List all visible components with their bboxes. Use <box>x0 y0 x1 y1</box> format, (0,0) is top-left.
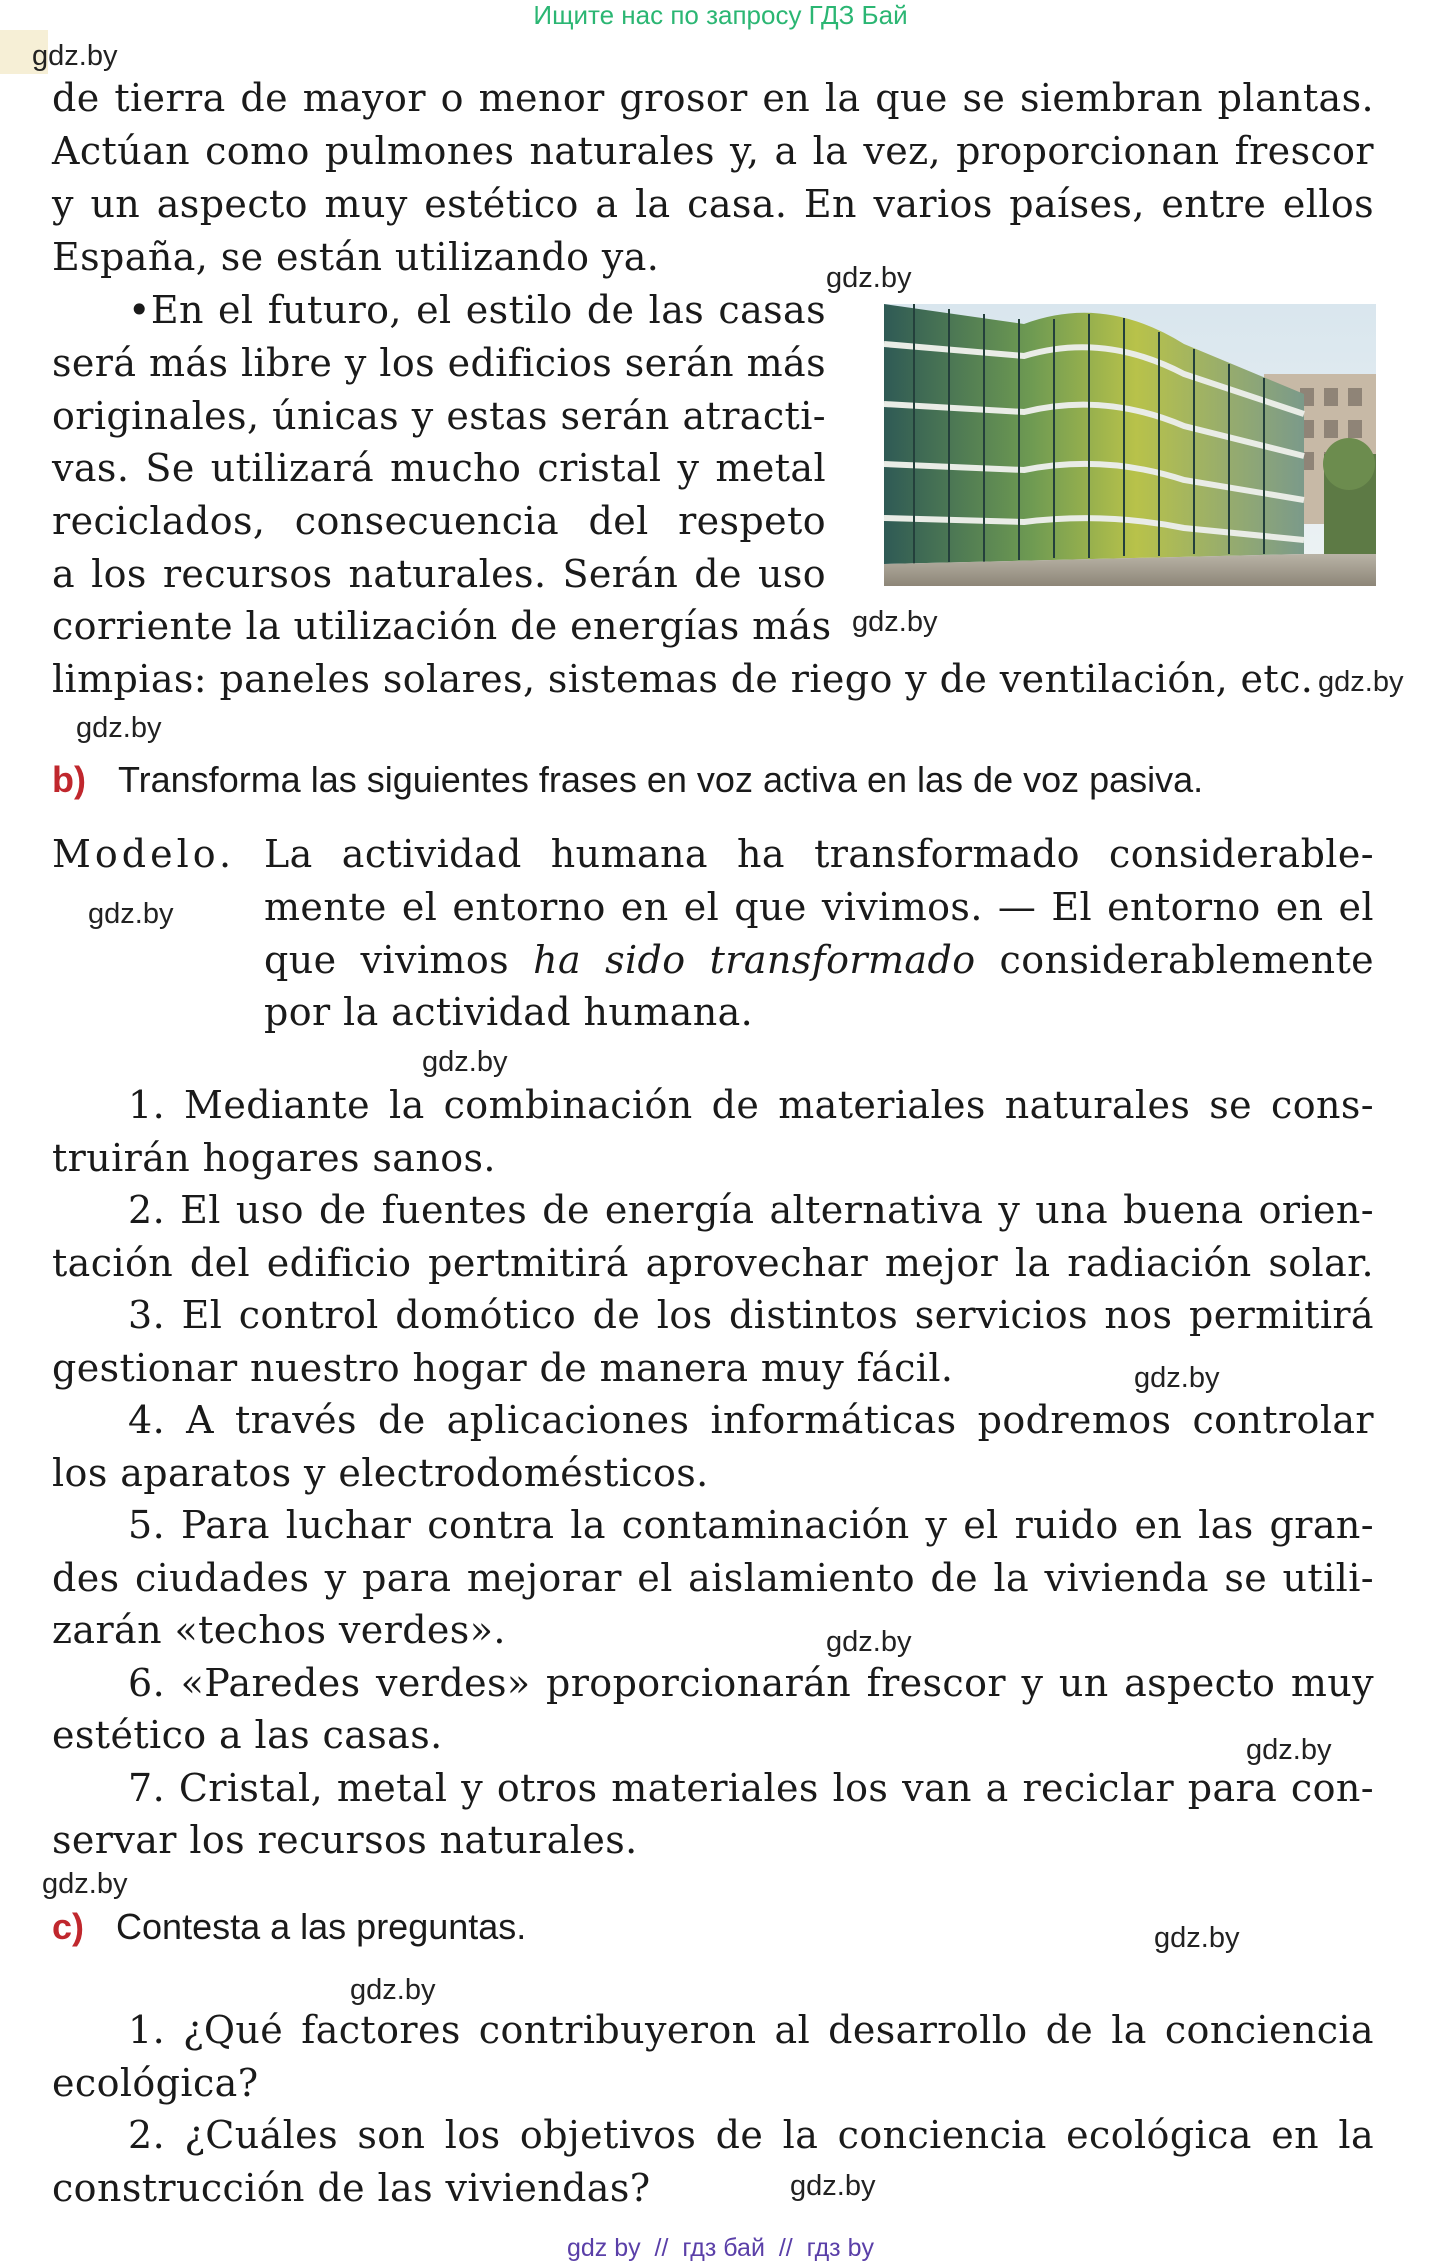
modelo-label: Modelo. <box>52 832 236 876</box>
sentence-line: 2. El uso de fuentes de energía alternativa y una buena orien- <box>128 1188 1374 1232</box>
intro-line: de tierra de mayor o menor grosor en la que se siembran plantas. <box>52 76 1374 120</box>
question-line: construcción de las viviendas? <box>52 2166 651 2210</box>
watermark: gdz.by <box>1134 1362 1220 1394</box>
task-b <box>52 759 1203 801</box>
future-line: limpias: paneles solares, sistemas de riego y de ventilación, etc. <box>52 657 1314 701</box>
watermark: gdz.by <box>1318 666 1404 698</box>
intro-line: y un aspecto muy estético a la casa. En varios países, entre ellos <box>52 182 1374 226</box>
sentence-line: servar los recursos naturales. <box>52 1818 638 1862</box>
watermark: gdz.by <box>422 1046 508 1078</box>
future-line: corriente la utilización de energías más <box>52 604 832 648</box>
sentence-line: 5. Para luchar contra la contaminación y el ruido en las gran- <box>128 1503 1374 1547</box>
building-illustration <box>884 304 1376 586</box>
watermark: gdz.by <box>826 262 912 294</box>
task-c-letter: c) <box>52 1906 85 1947</box>
modelo-text: considerablemente <box>975 938 1374 982</box>
modelo-text: que vivimos <box>264 938 534 982</box>
sentence-line: tación del edificio pertmitirá aprovechar mejor la radiación solar. <box>52 1241 1374 1285</box>
sentence-line: 4. A través de aplicaciones informáticas podremos controlar <box>128 1398 1374 1442</box>
modelo-line: La actividad humana ha transformado considerable- <box>264 832 1374 876</box>
intro-line: España, se están utilizando ya. <box>52 235 660 279</box>
task-b-letter: b) <box>52 759 86 800</box>
future-line: reciclados, consecuencia del respeto <box>52 499 826 543</box>
sentence-line: 1. Mediante la combinación de materiales naturales se cons- <box>128 1083 1374 1127</box>
sentence-line: zarán «techos verdes». <box>52 1608 506 1652</box>
question-line: ecológica? <box>52 2061 259 2105</box>
question-line: 1. ¿Qué factores contribuyeron al desarrollo de la conciencia <box>128 2008 1374 2052</box>
future-line: a los recursos naturales. Serán de uso <box>52 552 826 596</box>
watermark: gdz.by <box>88 898 174 930</box>
future-line: vas. Se utilizará mucho cristal y metal <box>52 446 826 490</box>
sentence-line: estético a las casas. <box>52 1713 443 1757</box>
sentence-line: 6. «Paredes verdes» proporcionarán frescor y un aspecto muy <box>128 1661 1374 1705</box>
future-line: •En el futuro, el estilo de las casas <box>128 288 826 332</box>
intro-line: Actúan como pulmones naturales y, a la vez, proporcionan frescor <box>52 129 1374 173</box>
task-c-instruction: Contesta a las preguntas. <box>116 1906 527 1947</box>
footer-links[interactable]: gdz by // гдз бай // гдз by <box>566 2234 874 2262</box>
future-line: originales, únicas y estas serán atracti- <box>52 394 826 438</box>
watermark: gdz.by <box>32 40 118 72</box>
watermark: gdz.by <box>1246 1734 1332 1766</box>
sentence-line: 3. El control domótico de los distintos servicios nos permitirá <box>128 1293 1374 1337</box>
modelo-line <box>264 938 1374 982</box>
future-line: será más libre y los edificios serán más <box>52 341 826 385</box>
modelo-line: por la actividad humana. <box>264 990 754 1034</box>
watermark: gdz.by <box>42 1868 128 1900</box>
watermark: gdz.by <box>76 712 162 744</box>
sentence-line: gestionar nuestro hogar de manera muy fácil. <box>52 1346 954 1390</box>
task-b-instruction: Transforma las siguientes frases en voz activa en las de voz pasiva. <box>118 759 1204 800</box>
modelo-passive-example: ha sido transformado <box>533 938 976 982</box>
sentence-line: des ciudades y para mejorar el aislamiento de la vivienda se utili- <box>52 1556 1374 1600</box>
watermark: gdz.by <box>790 2170 876 2202</box>
top-banner[interactable]: Ищите нас по запросу ГДЗ Бай <box>533 0 908 30</box>
question-line: 2. ¿Cuáles son los objetivos de la conciencia ecológica en la <box>128 2113 1374 2157</box>
building-photo <box>884 304 1376 586</box>
task-c <box>52 1906 526 1948</box>
sentence-line: los aparatos y electrodomésticos. <box>52 1451 709 1495</box>
modelo-line: mente el entorno en el que vivimos. — El entorno en el <box>264 885 1374 929</box>
sentence-line: truirán hogares sanos. <box>52 1136 496 1180</box>
watermark: gdz.by <box>350 1974 436 2006</box>
sentence-line: 7. Cristal, metal y otros materiales los van a reciclar para con- <box>128 1766 1374 1810</box>
watermark: gdz.by <box>826 1626 912 1658</box>
watermark: gdz.by <box>1154 1922 1240 1954</box>
watermark: gdz.by <box>852 606 938 638</box>
